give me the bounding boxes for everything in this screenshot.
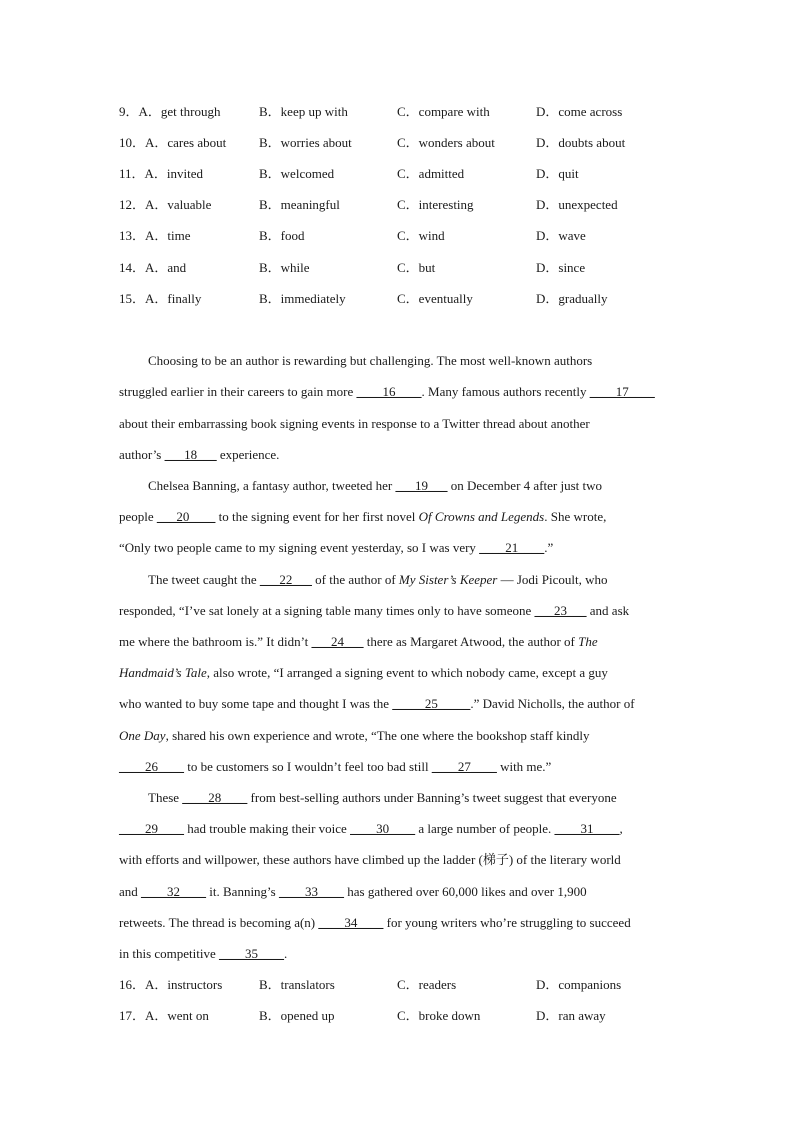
question-option-c: C．interesting: [397, 197, 474, 212]
question-option-b: B．worries about: [259, 135, 352, 150]
blank-28: ____28____: [182, 790, 248, 805]
blank-19: ___19___: [395, 478, 448, 493]
question-option-b: B．opened up: [259, 1008, 335, 1023]
blank-21: ____21____: [479, 540, 545, 555]
question-option-d: D．unexpected: [536, 197, 618, 212]
question-option-c: C．readers: [397, 977, 457, 992]
question-option-b: B．keep up with: [259, 104, 348, 119]
blank-33: ____33____: [278, 884, 344, 899]
question-option-a: 9．A．get through: [119, 104, 221, 119]
passage-line: about their embarrassing book signing events in response to a Twitter thread about another: [119, 416, 590, 431]
passage-line: Handmaid’s Tale, also wrote, “I arranged a signing event to which nobody came, except a guy: [119, 665, 608, 680]
question-option-a: 11．A．invited: [119, 166, 204, 181]
question-option-a: 17．A．went on: [119, 1008, 209, 1023]
question-option-d: D．quit: [536, 166, 579, 181]
passage-line: me where the bathroom is.” It didn’t ___24___ there as Margaret Atwood, the author of The: [119, 634, 598, 649]
blank-31: ____31____: [554, 821, 620, 836]
passage-line: struggled earlier in their careers to gain more ____16____. Many famous authors recently ____17____: [119, 384, 655, 399]
question-option-b: B．food: [259, 228, 305, 243]
question-option-a: 12．A．valuable: [119, 197, 212, 212]
question-option-a: 14．A．and: [119, 260, 187, 275]
blank-20: ___20____: [156, 509, 216, 524]
passage-line: who wanted to buy some tape and thought I was the _____25_____.” David Nicholls, the author of: [119, 696, 635, 711]
blank-18: ___18___: [164, 447, 217, 462]
blank-30: ____30____: [350, 821, 416, 836]
blank-26: ____26____: [119, 759, 184, 774]
passage-line: Chelsea Banning, a fantasy author, tweeted her ___19___ on December 4 after just two: [148, 478, 602, 493]
question-option-b: B．while: [259, 260, 310, 275]
book-title: Of Crowns and Legends: [418, 509, 545, 524]
passage-line: One Day, shared his own experience and wrote, “The one where the bookshop staff kindly: [119, 728, 590, 743]
question-option-c: C．eventually: [397, 291, 473, 306]
question-option-c: C．broke down: [397, 1008, 481, 1023]
passage-line: retweets. The thread is becoming a(n) ____34____ for young writers who’re struggling to succeed: [119, 915, 631, 930]
passage-line: ____26____ to be customers so I wouldn’t feel too bad still ____27____ with me.”: [119, 759, 552, 774]
passage-line: with efforts and willpower, these authors have climbed up the ladder (梯子) of the literary world: [119, 852, 621, 867]
blank-23: ___23___: [534, 603, 587, 618]
passage-line: author’s ___18___ experience.: [119, 447, 280, 462]
blank-22: ___22___: [259, 572, 312, 587]
question-option-b: B．welcomed: [259, 166, 335, 181]
blank-17: ____17____: [589, 384, 655, 399]
question-option-d: D．gradually: [536, 291, 608, 306]
question-option-a: 13．A．time: [119, 228, 191, 243]
question-option-d: D．ran away: [536, 1008, 606, 1023]
question-option-a: 16．A．instructors: [119, 977, 223, 992]
blank-34: ____34____: [318, 915, 384, 930]
passage-line: in this competitive ____35____.: [119, 946, 288, 961]
passage-line: and ____32____ it. Banning’s ____33____ has gathered over 60,000 likes and over 1,900: [119, 884, 587, 899]
blank-29: ____29____: [119, 821, 184, 836]
question-option-d: D．since: [536, 260, 586, 275]
question-option-d: D．wave: [536, 228, 586, 243]
question-option-d: D．companions: [536, 977, 622, 992]
question-option-c: C．compare with: [397, 104, 490, 119]
book-title: One Day: [119, 728, 166, 743]
blank-27: ____27____: [431, 759, 497, 774]
passage-line: responded, “I’ve sat lonely at a signing table many times only to have someone ___23___ and ask: [119, 603, 630, 618]
question-option-b: B．meaningful: [259, 197, 340, 212]
passage-line: ____29____ had trouble making their voice ____30____ a large number of people. ____31____,: [119, 821, 623, 836]
passage-line: “Only two people came to my signing event yesterday, so I was very ____21____.”: [119, 540, 554, 555]
question-option-c: C．admitted: [397, 166, 465, 181]
question-option-d: D．doubts about: [536, 135, 626, 150]
question-option-c: C．wind: [397, 228, 445, 243]
blank-32: ____32____: [141, 884, 207, 899]
passage-line: These ____28____ from best-selling authors under Banning’s tweet suggest that everyone: [148, 790, 617, 805]
blank-25: _____25_____: [392, 696, 471, 711]
question-option-c: C．wonders about: [397, 135, 495, 150]
question-option-d: D．come across: [536, 104, 623, 119]
question-option-a: 15．A．finally: [119, 291, 202, 306]
blank-35: ____35____: [219, 946, 285, 961]
question-option-b: B．immediately: [259, 291, 346, 306]
passage-line: people ___20____ to the signing event for her first novel Of Crowns and Legends. She wrote,: [119, 509, 607, 524]
passage-line: Choosing to be an author is rewarding but challenging. The most well-known authors: [148, 353, 593, 368]
passage-line: The tweet caught the ___22___ of the author of My Sister’s Keeper — Jodi Picoult, who: [148, 572, 608, 587]
question-option-b: B．translators: [259, 977, 335, 992]
question-option-a: 10．A．cares about: [119, 135, 227, 150]
blank-24: ___24___: [311, 634, 364, 649]
question-option-c: C．but: [397, 260, 436, 275]
blank-16: ____16____: [356, 384, 422, 399]
book-title: Handmaid’s Tale: [119, 665, 207, 680]
book-title: The: [578, 634, 598, 649]
book-title: My Sister’s Keeper: [398, 572, 498, 587]
